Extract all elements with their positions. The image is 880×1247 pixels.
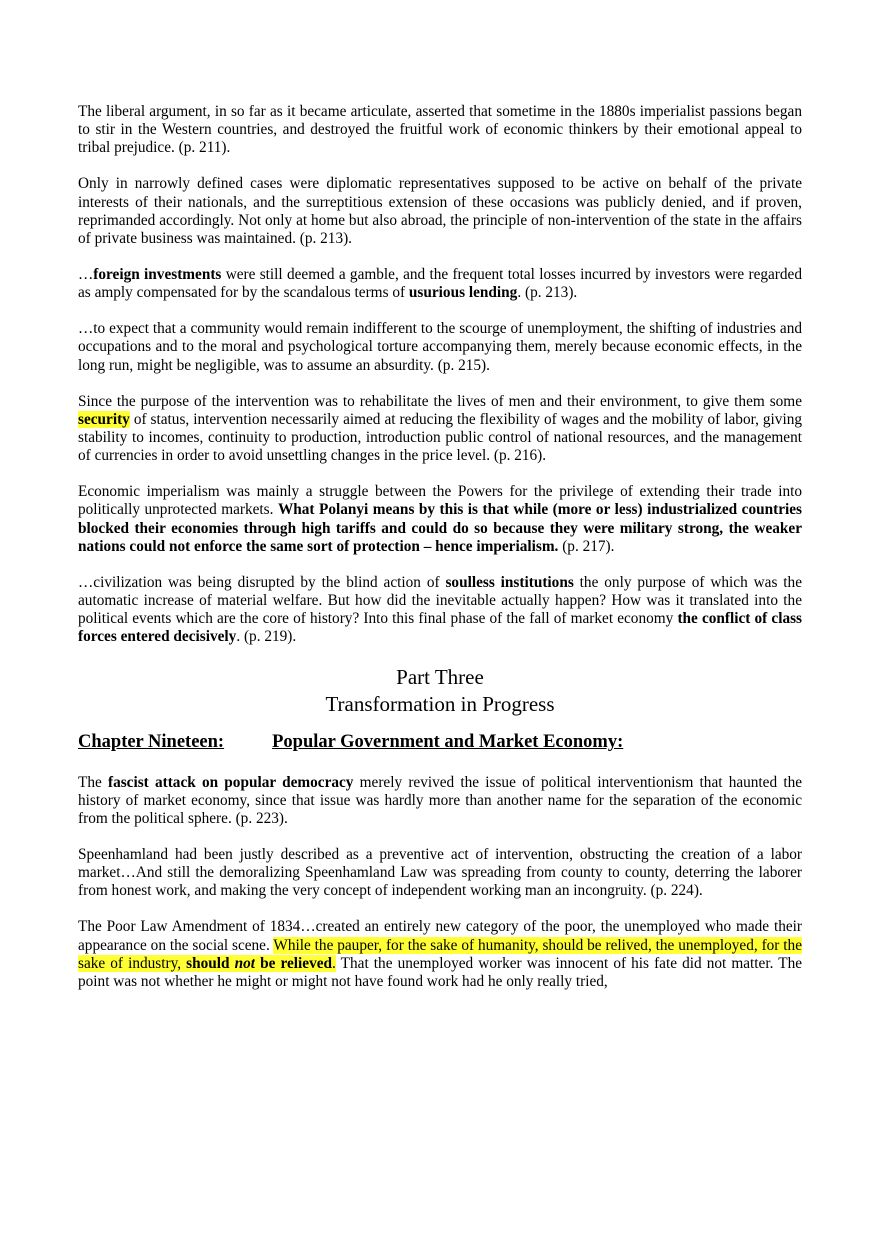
highlighted-bold-italic-text	[235, 955, 255, 972]
text: were still deemed a gamble, and the frequent total losses incurred by investors were regarded as amply compensated for by the scandalous terms of	[78, 266, 802, 302]
paragraph-7	[78, 574, 802, 647]
italic-text: not	[234, 954, 256, 972]
part-number: Part Three	[396, 665, 484, 690]
text: of status, intervention necessarily aimed at reducing the flexibility of wages and the mobility of labor, giving stability to incomes, continuity to production, introduction public control of national resources, and the management of currencies in order to avoid unsettling changes in the price level. (p. 216).	[78, 410, 802, 465]
text: …	[78, 266, 94, 284]
text: . (p. 213).	[517, 284, 578, 302]
paragraph-4: …to expect that a community would remain indifferent to the scourge of unemployment, the shifting of industries and occupations and to the moral and psychological torture accompanying them, merely because economic effects, in the long run, might be negligible, was to assume an absurdity. (p. 215).	[78, 320, 802, 374]
paragraph-9: Speenhamland had been justly described as a preventive act of intervention, obstructing the creation of a labor market…And still the demoralizing Speenhamland Law was spreading from county to county, deterring the laborer from honest work, and making the very concept of independent working man an incongruity. (p. 224).	[78, 846, 802, 900]
paragraph-10	[78, 918, 802, 991]
part-title: Transformation in Progress	[325, 691, 555, 716]
highlighted-bold-text: should	[186, 954, 235, 972]
highlighted-text: .	[332, 954, 336, 972]
document-page	[78, 103, 802, 1009]
text: the only purpose of which was the automatic increase of material welfare. But how did the inevitable actually happen? How was it translated into the political events which are the core of history? Into this final phase of the fall of market economy	[78, 573, 802, 628]
text: That the unemployed worker was innocent of his fate did not matter. The point was not whether he might or might not have found work had he only really tried,	[78, 954, 803, 991]
text: Economic imperialism was mainly a struggle between the Powers for the privilege of extending their trade into politically unprotected markets.	[78, 483, 802, 519]
chapter-title: Popular Government and Market Economy:	[272, 732, 624, 753]
text: The	[78, 773, 108, 791]
text: …civilization was being disrupted by the blind action of	[78, 573, 446, 591]
bold-text: the conflict of class forces entered decisively	[78, 610, 802, 646]
chapter-heading	[78, 733, 802, 751]
bold-text: What Polanyi means by this is that while (more or less) industrialized countries blocked their economies through high tariffs and could do so because they were military strong, the weaker nations could not enforce the same sort of protection – hence imperialism.	[78, 501, 802, 555]
highlighted-bold-text: be relieved	[255, 954, 333, 972]
paragraph-3	[78, 266, 802, 302]
text: merely revived the issue of political interventionism that haunted the history of market economy, since that issue was hardly more than another name for the separation of the economic from the political sphere. (p. 223).	[78, 773, 803, 828]
bold-text: soulless institutions	[445, 573, 574, 591]
text: Since the purpose of the intervention was to rehabilitate the lives of men and their environment, to give them some	[78, 392, 802, 410]
bold-text: fascist attack on popular democracy	[107, 773, 354, 791]
chapter-label: Chapter Nineteen:	[78, 732, 225, 753]
text: . (p. 219).	[236, 628, 297, 646]
part-heading	[78, 664, 802, 717]
paragraph-5	[78, 393, 802, 466]
highlighted-text: While the pauper, for the sake of humanity, should be relived, the unemployed, for the sake of industry,	[78, 936, 802, 972]
text: The Poor Law Amendment of 1834…created an entirely new category of the poor, the unemployed who made their appearance on the social scene.	[78, 918, 802, 954]
text: (p. 217).	[558, 537, 615, 555]
paragraph-6	[78, 483, 802, 556]
paragraph-1: The liberal argument, in so far as it became articulate, asserted that sometime in the 1880s imperialist passions began to stir in the Western countries, and destroyed the fruitful work of economic thinkers by their emotional appeal to tribal prejudice. (p. 211).	[78, 103, 802, 157]
bold-text: usurious lending	[408, 284, 518, 302]
bold-text: foreign investments	[93, 266, 222, 284]
paragraph-8	[78, 774, 802, 829]
paragraph-2: Only in narrowly defined cases were diplomatic representatives supposed to be active on behalf of the private interests of their nationals, and the surreptitious extension of these occasions was publicly denied, and if proven, reprimanded accordingly. Not only at home but also abroad, the principle of non-intervention of the state in the affairs of private business was maintained. (p. 213).	[78, 175, 802, 248]
highlighted-bold-text: security	[78, 410, 130, 428]
